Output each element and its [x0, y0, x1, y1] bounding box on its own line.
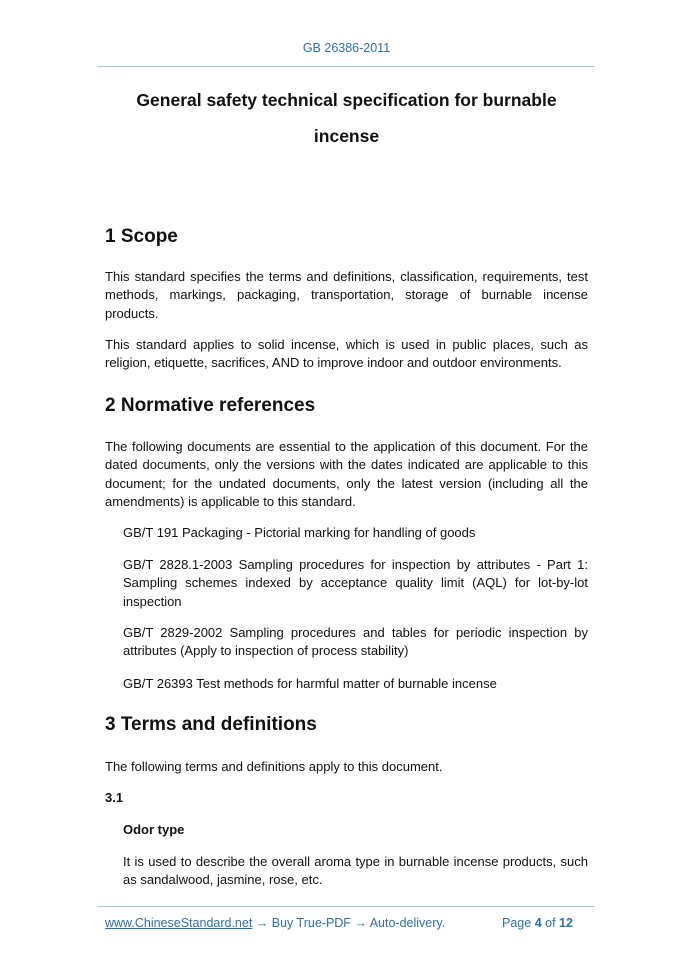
- footer-promo-text: → Buy True-PDF → Auto-delivery.: [252, 916, 446, 930]
- page-label: Page: [502, 916, 532, 930]
- normative-intro: The following documents are essential to the application of this document. For the dated documents, only the versions with the dates indicated are applicable to this document; for the undated documents, only the latest version (including all the amendments) is applicable to this standard.: [105, 439, 588, 509]
- scope-paragraph-2: This standard applies to solid incense, which is used in public places, such as religion, etiquette, sacrifices, AND to improve indoor and outdoor environments.: [105, 337, 588, 371]
- clause-number: 3.1: [105, 790, 124, 805]
- heading-normative-references: 2 Normative references: [105, 395, 316, 416]
- page-title: [98, 82, 595, 154]
- total-pages: 12: [559, 916, 573, 930]
- reference-item: GB/T 26393 Test methods for harmful matter of burnable incense: [123, 676, 497, 691]
- reference-item: GB/T 191 Packaging - Pictorial marking for handling of goods: [123, 525, 476, 540]
- header-doc-id: GB 26386-2011: [302, 41, 391, 55]
- footer-divider: [98, 906, 595, 907]
- heading-scope: 1 Scope: [105, 226, 178, 247]
- reference-item: GB/T 2829-2002 Sampling procedures and tables for periodic inspection by attributes (Apply to inspection of process stability): [123, 625, 588, 659]
- title-line-2: incense: [313, 126, 380, 146]
- heading-terms: 3 Terms and definitions: [105, 714, 317, 735]
- header-divider: [98, 66, 595, 67]
- page-indicator: [502, 916, 573, 930]
- current-page: 4: [534, 916, 542, 930]
- title-line-1: General safety technical specification for burnable: [136, 90, 557, 110]
- website-link[interactable]: www.ChineseStandard.net: [105, 916, 253, 930]
- of-label: of: [545, 916, 556, 930]
- term-name: Odor type: [123, 822, 185, 837]
- scope-paragraph-1: This standard specifies the terms and definitions, classification, requirements, test methods, markings, packaging, transportation, storage of burnable incense products.: [105, 269, 588, 321]
- reference-item: GB/T 2828.1-2003 Sampling procedures for inspection by attributes - Part 1: Sampling schemes indexed by acceptance quality limit (AQL) for lot-by-lot inspection: [123, 557, 588, 609]
- term-definition: It is used to describe the overall aroma type in burnable incense products, such as sandalwood, jasmine, rose, etc.: [123, 854, 588, 888]
- terms-intro: The following terms and definitions apply to this document.: [105, 759, 443, 774]
- footer-promo: [105, 916, 445, 930]
